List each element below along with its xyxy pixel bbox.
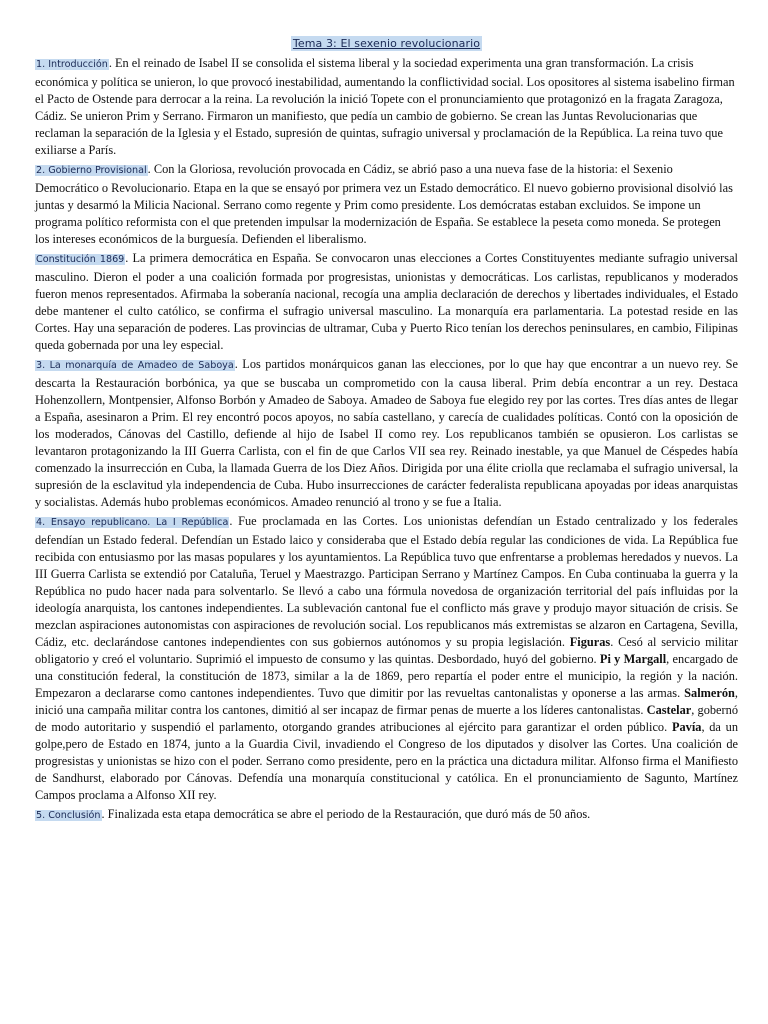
section-body-republica-6: , da un golpe,pero de Estado en 1874, junto a la Guardia Civil, invadiendo el Congreso de los diputados y disolver las Cortes. Una coalición de progresistas y unionistas se hizo con el poder. Serrano como presidente, pero en la práctica una dictadura militar. Alfonso firma el Manifiesto de Sandhurst, elaborado por Cánovas. Defendía una monarquía constitucional y católica. En el pronunciamiento de Sagunto, Martínez Campos proclama a Alfonso XII rey.: [35, 719, 738, 802]
section-heading-amadeo: 3. La monarquía de Amadeo de Saboya: [36, 360, 234, 372]
section-heading-republica: 4. Ensayo republicano. La I República: [36, 517, 229, 529]
document-title: Tema 3: El sexenio revolucionario: [292, 37, 481, 50]
section-heading-constitucion: Constitución 1869: [36, 254, 125, 266]
bold-castelar: Castelar: [646, 702, 692, 717]
section-body-republica-1: . Fue proclamada en las Cortes. Los unionistas defendían un Estado centralizado y los federales defendían un Estado federal. Defendían un Estado laico y consideraba que el Estado debía regular las condiciones de vida. La República fue recibida con entusiasmo por las masas populares y los ayuntamientos. La República tuvo que enfrentarse a problemas heredados y nuevos. La III Guerra Carlista se extendió por Cataluña, Teruel y Maestrazgo. Participan Serrano y Martínez Campos. En Cuba continuaba la guerra y la República no pudo hacer nada para solventarlo. Se llevó a cabo una fórmula novedosa de organización territorial del país influidas por la ideología anarquista, los cantones independientes. La sublevación cantonal fue el conflicto más grave y produjo mayor situación de crisis. Se mezclan aspiraciones autonomistas con aspiraciones de revolución social. Los republicanos más extremistas se alzaron en Cartagena, Sevilla, Cádiz, etc. declarándose cantones independientes con sus gobiernos autónomos y su propia legislación.: [35, 514, 738, 650]
bold-pavia: Pavía: [671, 719, 702, 734]
bold-pi-y-margall: Pi y Margall: [599, 651, 667, 666]
section-body-amadeo: . Los partidos monárquicos ganan las elecciones, por lo que hay que encontrar a un nuevo rey. Se descarta la Restauración borbónica, ya que se buscaba un comprometido con la causa liberal. Prim debía encontrar a un rey. Destaca Hohenzollern, Montpensier, Alfonso Borbón y Amadeo de Saboya. Amadeo de Saboya fue elegido rey por las cortes. Tres días antes de llegar a España, asesinaron a Prim. El rey encontró pocos apoyos, no sabía castellano, y carecía de cualidades políticas. Contó con la oposición de los moderados, Cánovas del Castillo, defiende al hijo de Isabel II como rey. Los republicanos también se opusieron. Los carlistas se levantaron protagonizando la III Guerra Carlista, con el fin de que Carlos VII sea rey. Reinado inestable, ya que Manuel de Céspedes había comenzado la insurrección en Cuba, la llamada Guerra de los Diez Años. Dirigida por una élite criolla que reclamaba el sufragio universal, la supresión de la esclavitud yla independencia de Cuba. Hubo insurrecciones de carácter federalista republicana apoyadas por ideas anarquistas y socialistas. Además hubo problemas económicos. Amadeo renunció al trono y se fue a Italia.: [35, 357, 738, 509]
title-row: [35, 34, 738, 52]
bold-figuras: Figuras: [569, 635, 611, 650]
section-heading-gobierno: 2. Gobierno Provisional: [36, 165, 147, 177]
section-body-constitucion: . La primera democrática en España. Se convocaron unas elecciones a Cortes Constituyentes mediante sufragio universal masculino. Dieron el poder a una coalición formada por progresistas, unionistas y democráticas. Los carlistas, republicanos y moderados fueron menos representados. Afirmaba la soberanía nacional, recogía una amplia declaración de derechos y libertades individuales, el Estado debe mantener el culto católico, se confirma el sufragio universal masculino. La monarquía era parlamentaria. La potestad reside en las Cortes. Hay una separación de poderes. Las provincias de ultramar, Cuba y Puerto Rico tenían los derechos peninsulares, en cambio, Filipinas queda gobernada por una ley especial.: [35, 251, 738, 353]
section-introduccion: [35, 55, 738, 159]
section-constitucion-1869: [35, 250, 738, 354]
section-body-republica-4: , inició una campaña militar contra los cantones, dimitió al ser incapaz de firmar penas de muerte a los líderes cantonalistas.: [35, 685, 738, 717]
section-body-republica-5: , gobernó de modo autoritario y suspendió el parlamento, otorgando grandes atribuciones al ejército para garantizar el orden público.: [35, 702, 738, 734]
section-body-gobierno: . Con la Gloriosa, revolución provocada en Cádiz, se abrió paso a una nueva fase de la historia: el Sexenio Democrático o Revolucionario. Etapa en la que se ensayó por primera vez un Estado democrático. El nuevo gobierno provisional disolvió las juntas y desarmó la Milicia Nacional. Serrano como regente y Prim como presidente. Los demócratas estaban excluidos. Se impone un programa político reformista con el que pretenden impulsar la modernización de España. Se establece la peseta como moneda. Se protegen los intereses económicos de la burguesía. Defienden el liberalismo.: [35, 162, 733, 246]
section-body-introduccion: . En el reinado de Isabel II se consolida el sistema liberal y la sociedad experimenta una gran transformación. La crisis económica y política se unieron, lo que provocó inestabilidad, aumentando la conflictividad social. Los opositores al sistema isabelino firman el Pacto de Ostende para derrocar a la reina. La revolución la inició Topete con el pronunciamiento que protagonizó en la fragata Zaragoza, Cádiz. Se unieron Prim y Serrano. Firmaron un manifiesto, que pedía un cambio de gobierno. Se crean las Juntas Revolucionarias que reclaman la separación de la Iglesia y el Estado, supresión de quintas, sufragio universal y proclamación de la República. La reina tuvo que exiliarse a París.: [35, 56, 735, 157]
section-body-conclusion: . Finalizada esta etapa democrática se abre el periodo de la Restauración, que duró más de 50 años.: [101, 806, 591, 821]
section-gobierno-provisional: [35, 161, 738, 248]
section-amadeo-saboya: [35, 356, 738, 511]
section-heading-introduccion: 1. Introducción: [36, 59, 108, 70]
section-heading-conclusion: 5. Conclusión: [36, 809, 101, 821]
bold-salmeron: Salmerón: [684, 685, 735, 700]
section-body-republica-2: . Cesó al servicio militar obligatorio y creó el voluntario. Suprimió el impuesto de consumo y las quintas. Desbordado, huyó del gobierno.: [35, 635, 738, 666]
section-conclusion: [35, 806, 738, 825]
section-primera-republica: [35, 513, 738, 803]
section-body-republica-3: , encargado de una constitución federal, la constitución de 1873, similar a la de 1869, pero repartía el poder entre el municipio, la región y la nación. Empezaron a declararse como cantones independientes. Tuvo que dimitir por las revueltas cantonalistas y oponerse a las armas.: [35, 651, 739, 700]
